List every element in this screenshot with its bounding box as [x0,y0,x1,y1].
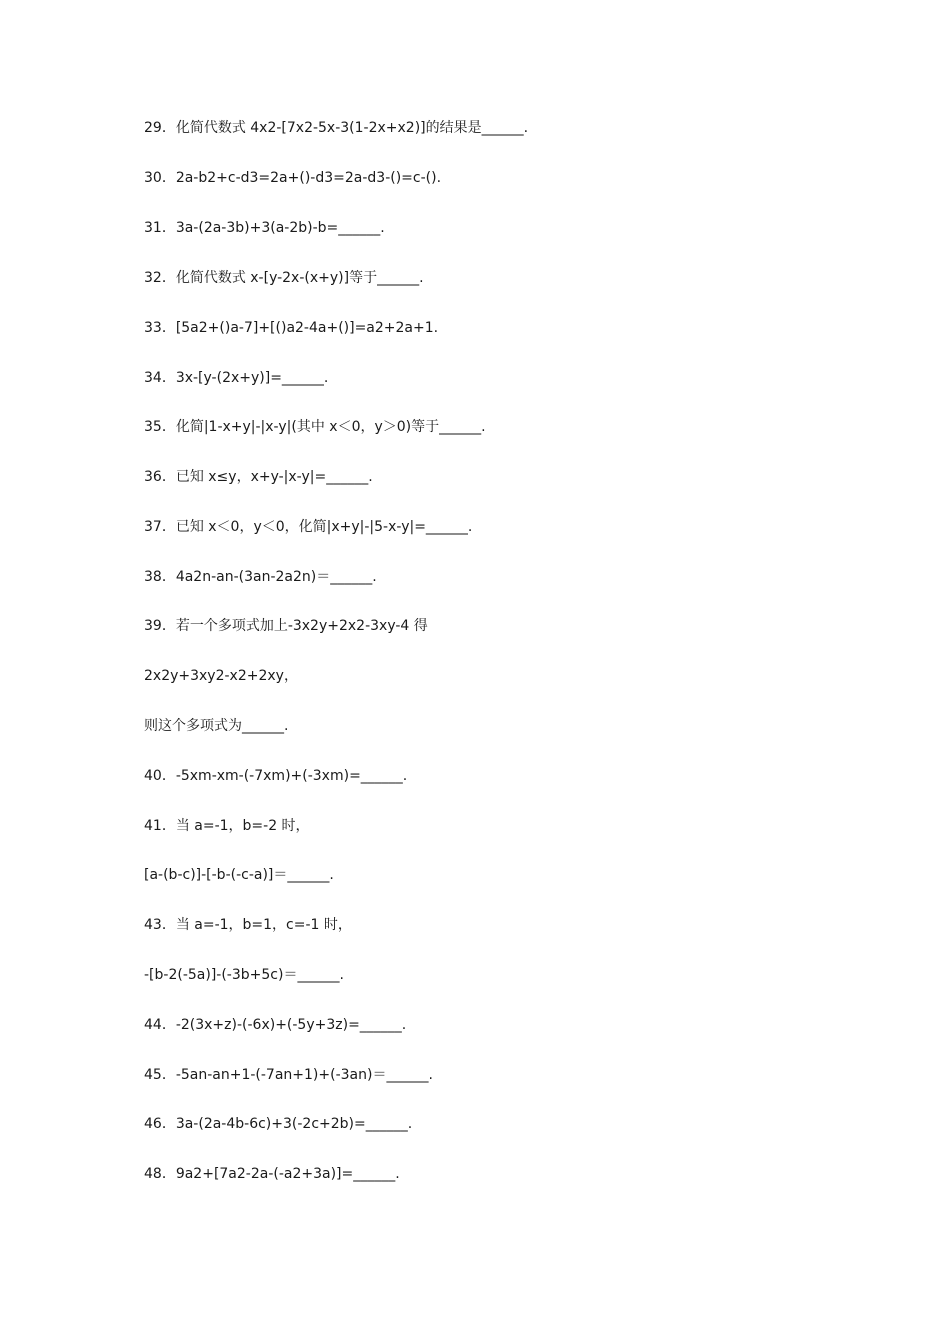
problem-43-line-2: -[b-2(-5a)]-(-3b+5c)＝______. [144,967,344,983]
problem-48: 48．9a2+[7a2-2a-(-a2+3a)]=______. [144,1166,400,1182]
problem-32: 32．化简代数式 x-[y-2x-(x+y)]等于______. [144,270,424,286]
problem-30: 30．2a-b2+c-d3=2a+()-d3=2a-d3-()=c-(). [144,170,442,186]
problem-37: 37．已知 x＜0，y＜0，化简|x+y|-|5-x-y|=______. [144,519,473,535]
problem-40: 40．-5xm-xm-(-7xm)+(-3xm)=______. [144,768,408,784]
problem-46: 46．3a-(2a-4b-6c)+3(-2c+2b)=______. [144,1116,413,1132]
problem-31: 31．3a-(2a-3b)+3(a-2b)-b=______. [144,220,385,236]
problem-35: 35．化简|1-x+y|-|x-y|(其中 x＜0，y＞0)等于______. [144,419,486,435]
problem-39-line-2: 2x2y+3xy2-x2+2xy， [144,668,298,684]
problem-39: 39．若一个多项式加上-3x2y+2x2-3xy-4 得 [144,618,428,634]
problem-33: 33．[5a2+()a-7]+[()a2-4a+()]=a2+2a+1. [144,320,439,336]
problem-41: 41．当 a=-1，b=-2 时， [144,818,310,834]
problem-29: 29．化简代数式 4x2-[7x2-5x-3(1-2x+x2)]的结果是______. [144,120,529,136]
problem-36: 36．已知 x≤y，x+y-|x-y|=______. [144,469,373,485]
problem-38: 38．4a2n-an-(3an-2a2n)＝______. [144,569,377,585]
problem-39-line-3: 则这个多项式为______. [144,718,289,734]
problem-34: 34．3x-[y-(2x+y)]=______. [144,370,329,386]
problem-45: 45．-5an-an+1-(-7an+1)+(-3an)＝______. [144,1067,433,1083]
problem-44: 44．-2(3x+z)-(-6x)+(-5y+3z)=______. [144,1017,407,1033]
problem-43: 43．当 a=-1，b=1，c=-1 时， [144,917,352,933]
problem-41-line-2: [a-(b-c)]-[-b-(-c-a)]＝______. [144,867,334,883]
